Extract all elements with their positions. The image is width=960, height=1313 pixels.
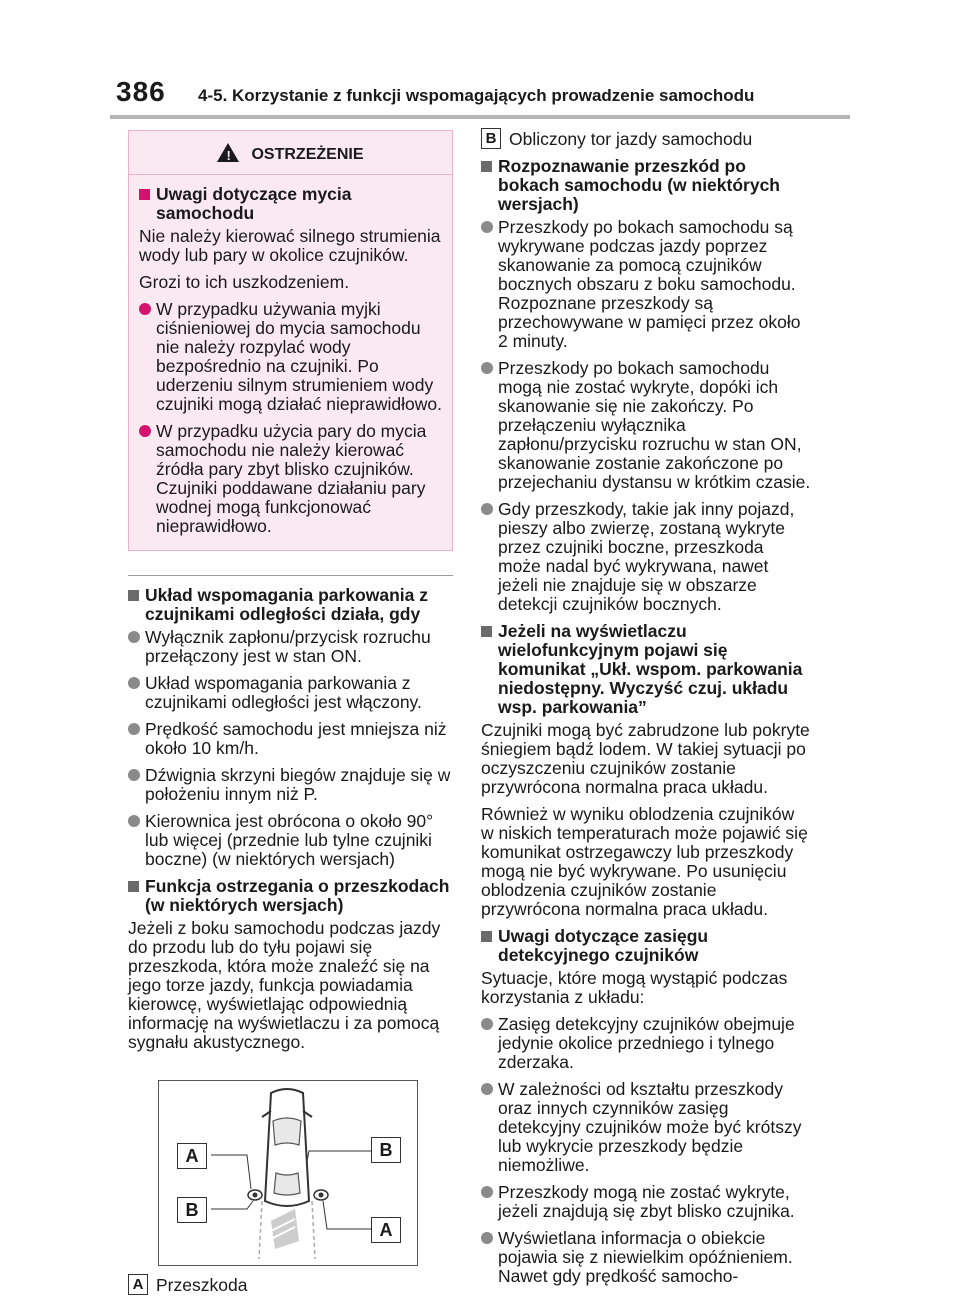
section-heading: Jeżeli na wyświetlaczu wielofunkcyjnym pojawi się komunikat „Ukł. wspom. parkowania niedostępny. Wyczyść czuj. układu wsp. parkowania” (481, 622, 811, 717)
page-number: 386 (116, 76, 166, 107)
list-item: Układ wspomagania parkowania z czujnikami odległości jest włączony. (128, 674, 453, 712)
warning-heading: Uwagi dotyczące mycia samochodu (139, 185, 442, 223)
warning-triangle-icon (217, 143, 239, 162)
warning-title: !OSTRZEŻENIE (129, 131, 452, 175)
list-item: Prędkość samochodu jest mniejsza niż około 10 km/h. (128, 720, 453, 758)
list-item: W zależności od kształtu przeszkody oraz innych czynników zasięg detekcyjny czujników może być krótszy lub wykrycie przeszkody będzie niemożliwe. (481, 1080, 811, 1175)
section-paragraph: Czujniki mogą być zabrudzone lub pokryte śniegiem bądź lodem. W takiej sytuacji po oczyszczeniu czujników zostanie przywrócona normalna praca układu. (481, 720, 810, 797)
section-paragraph: Jeżeli z boku samochodu podczas jazdy do przodu lub do tyłu pojawi się przeszkoda, która może znaleźć się na jego torze jazdy, funkcja powiadamia kierowcę, wyświetlając odpowiednią informację na wyświetlaczu i za pomocą sygnału akustycznego. (128, 918, 441, 1052)
pedestrian-icon (314, 1190, 328, 1200)
figure-caption: A Przeszkoda (128, 1276, 453, 1295)
section-divider (128, 575, 453, 576)
section-title: 4-5. Korzystanie z funkcji wspomagających prowadzenie samochodu (198, 86, 755, 105)
section-paragraph: Również w wyniku oblodzenia czujników w niskich temperaturach może pojawić się komunikat ostrzegawczy lub przeszkody mogą nie być wykrywane. Po usunięciu oblodzenia czujników zostanie przywrócona normalna praca układu. (481, 804, 808, 919)
list-item: Przeszkody po bokach samochodu są wykrywane podczas jazdy poprzez skanowanie za pomocą czujników bocznych obszaru z boku samochodu. Rozpoznane przeszkody są przechowywane w pamięci przez około 2 minuty. (481, 218, 811, 351)
warning-bullet: W przypadku użycia pary do mycia samochodu nie należy kierować źródła pary zbyt blisko czujników. Czujniki poddawane działaniu pary wodnej mogą funkcjonować nieprawidłowo. (139, 422, 442, 536)
list-item: Wyłącznik zapłonu/przycisk rozruchu przełączony jest w stan ON. (128, 628, 453, 666)
warning-paragraph: Nie należy kierować silnego strumienia wody lub pary w okolice czujników. (139, 226, 441, 265)
page-header (116, 76, 841, 116)
list-item: Dźwignia skrzyni biegów znajduje się w położeniu innym niż P. (128, 766, 453, 804)
section-heading: Uwagi dotyczące zasięgu detekcyjnego czujników (481, 927, 811, 965)
list-item: Przeszkody po bokach samochodu mogą nie zostać wykryte, dopóki ich skanowanie się nie zakończy. Po przełączeniu wyłącznika zapłonu/przycisku rozruchu w stan ON, skanowanie zostanie zakończone po przejechaniu dystansu w krótkim czasie. (481, 359, 811, 492)
figure-caption: B Obliczony tor jazdy samochodu (481, 130, 811, 149)
list-item: Zasięg detekcyjny czujników obejmuje jedynie okolice przedniego i tylnego zderzaka. (481, 1015, 811, 1072)
list-item: Wyświetlana informacja o obiekcie pojawia się z niewielkim opóźnieniem. Nawet gdy prędkość samocho- (481, 1229, 811, 1286)
pedestrian-icon (248, 1190, 262, 1200)
caption-letter-a: A (128, 1274, 148, 1295)
caption-letter-b: B (481, 128, 501, 149)
figure-label-a: A (371, 1217, 401, 1243)
warning-box (128, 130, 453, 551)
figure-label-b: B (371, 1137, 401, 1163)
section-heading: Funkcja ostrzegania o przeszkodach (w niektórych wersjach) (128, 877, 453, 915)
right-column (481, 130, 811, 1294)
header-rule (110, 115, 850, 119)
obstacle-diagram (158, 1080, 418, 1266)
list-item: Kierownica jest obrócona o około 90° lub więcej (przednie lub tylne czujniki boczne) (w niektórych wersjach) (128, 812, 453, 869)
list-item: Gdy przeszkody, takie jak inny pojazd, pieszy albo zwierzę, zostaną wykryte przez czujniki boczne, przeszkoda może nadal być wykrywana, nawet jeżeli nie znajduje się w obszarze detekcji czujników bocznych. (481, 500, 811, 614)
warning-paragraph: Grozi to ich uszkodzeniem. (139, 272, 350, 292)
section-heading: Rozpoznawanie przeszkód po bokach samochodu (w niektórych wersjach) (481, 157, 811, 214)
figure-label-b: B (177, 1197, 207, 1223)
figure-label-a: A (177, 1143, 207, 1169)
section-paragraph: Sytuacje, które mogą wystąpić podczas korzystania z układu: (481, 968, 788, 1007)
warning-bullet: W przypadku używania myjki ciśnieniowej do mycia samochodu nie należy rozpylać wody bezpośrednio na czujniki. Po uderzeniu silnym strumieniem wody czujniki mogą działać nieprawidłowo. (139, 300, 442, 414)
section-heading: Układ wspomagania parkowania z czujnikami odległości działa, gdy (128, 586, 453, 624)
left-column (128, 130, 453, 1305)
list-item: Przeszkody mogą nie zostać wykryte, jeżeli znajdują się zbyt blisko czujnika. (481, 1183, 811, 1221)
